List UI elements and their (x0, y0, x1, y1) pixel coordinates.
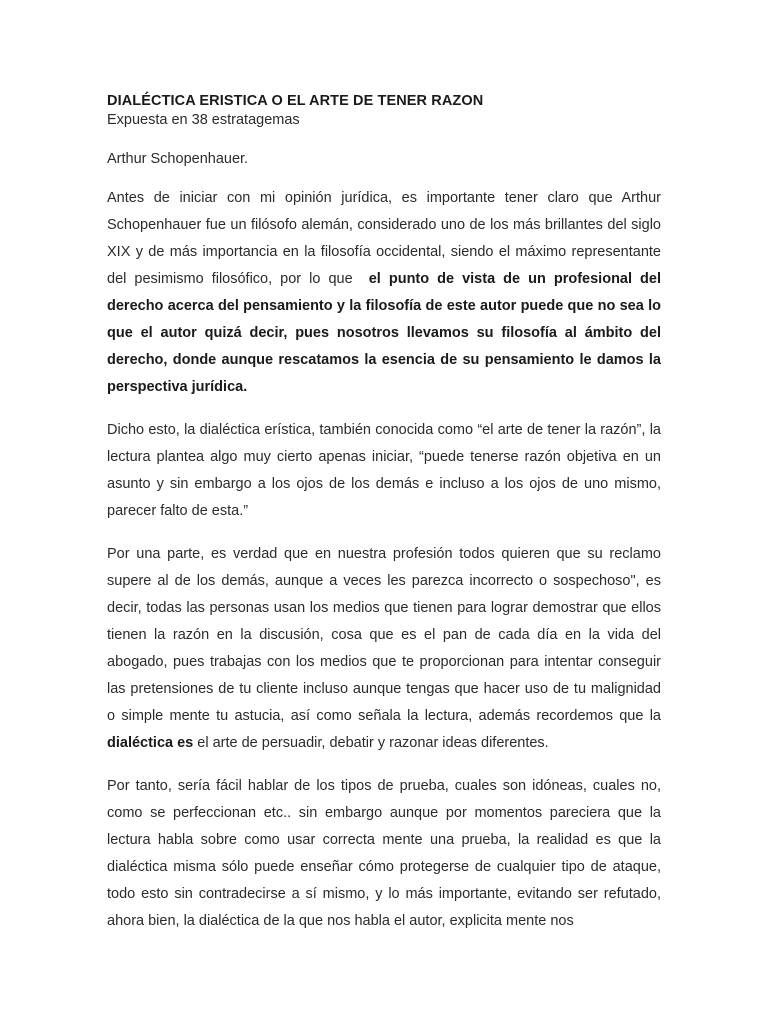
document-subtitle: Expuesta en 38 estratagemas (107, 112, 300, 128)
paragraph-3-text-before: Por una parte, es verdad que en nuestra profesión todos quieren que su reclamo supere al de los demás, aunque a veces les parezca incorrecto o sospechoso", es decir, todas las personas usan los medios que tienen para lograr demostrar que ellos tienen la razón en la discusión, cosa que es el pan de cada día en la vida del abogado, pues trabajas con los medios que te proporcionan para intentar conseguir las pretensiones de tu cliente incluso aunque tengas que hacer uso de tu malignidad o simple mente tu astucia, así como señala la lectura, además recordemos que la (107, 546, 661, 724)
paragraph-2 (107, 417, 661, 525)
paragraph-1-text: Antes de iniciar con mi opinión jurídica, es importante tener claro que Arthur Schopenhauer fue un filósofo alemán, considerado uno de los más brillantes del siglo XIX y de más importancia en la filosofía occidental, siendo el máximo representante del pesimismo filosófico, por lo que (107, 190, 661, 287)
paragraph-3 (107, 541, 661, 757)
paragraph-2-text: Dicho esto, la dialéctica erística, también conocida como “el arte de tener la razón”, la lectura plantea algo muy cierto apenas iniciar, “puede tenerse razón objetiva en un asunto y sin embargo a los ojos de los demás e incluso a los ojos de uno mismo, parecer falto de esta.” (107, 422, 661, 519)
paragraph-1-bold-text: el punto de vista de un profesional del derecho acerca del pensamiento y la filosofía de este autor puede que no sea lo que el autor quizá decir, pues nosotros llevamos su filosofía al ámbito del derecho, donde aunque rescatamos la esencia de su pensamiento le damos la perspectiva jurídica. (107, 271, 661, 395)
paragraph-3-bold-text: dialéctica es (107, 735, 194, 751)
paragraph-1 (107, 185, 661, 401)
paragraph-4-text: Por tanto, sería fácil hablar de los tipos de prueba, cuales son idóneas, cuales no, como se perfeccionan etc.. sin embargo aunque por momentos pareciera que la lectura habla sobre como usar correcta mente una prueba, la realidad es que la dialéctica misma sólo puede enseñar cómo protegerse de cualquier tipo de ataque, todo esto sin contradecirse a sí mismo, y lo más importante, evitando ser refutado, ahora bien, la dialéctica de la que nos habla el autor, explicita mente nos (107, 778, 661, 929)
document-author: Arthur Schopenhauer. (107, 151, 249, 167)
paragraph-3-text-after: el arte de persuadir, debatir y razonar ideas diferentes. (197, 735, 549, 751)
document-title: DIALÉCTICA ERISTICA O EL ARTE DE TENER RAZON (107, 93, 484, 109)
paragraph-4 (107, 773, 661, 935)
